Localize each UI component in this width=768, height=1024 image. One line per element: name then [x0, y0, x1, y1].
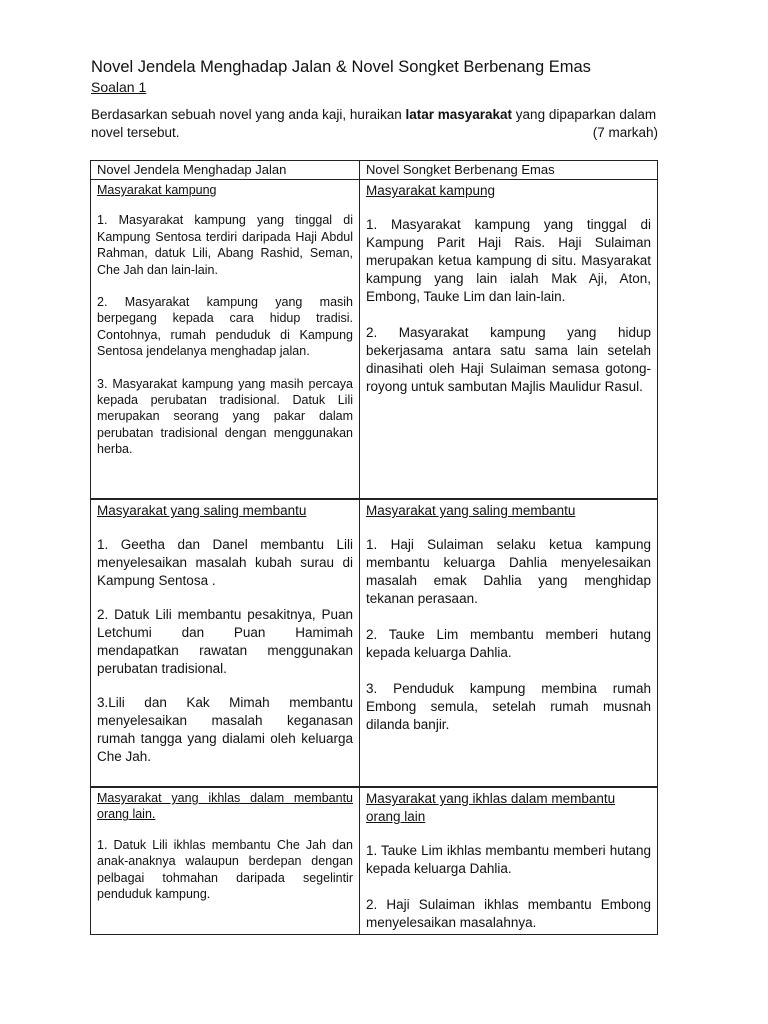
list-item: 1. Datuk Lili ikhlas membantu Che Jah dan anak-anaknya walaupun berdepan dengan pelbagai tohmahan daripada segelintir penduduk kampung.	[97, 837, 353, 902]
table-cell	[91, 787, 360, 935]
list-item: 1. Masyarakat kampung yang tinggal di Kampung Sentosa terdiri daripada Haji Abdul Rahman, datuk Lili, Abang Rashid, Seman, Che Jah dan lain-lain.	[97, 213, 353, 277]
list-item: 1. Geetha dan Danel membantu Lili menyelesaikan masalah kubah surau di Kampung Sentosa .	[97, 537, 353, 588]
section-heading: Masyarakat yang saling membantu	[97, 503, 307, 518]
question-text-line2	[91, 125, 658, 140]
list-item: 3.Lili dan Kak Mimah membantu menyelesaikan masalah keganasan rumah tangga yang dialami oleh keluarga Che Jah.	[97, 695, 353, 764]
list-item: 1. Tauke Lim ikhlas membantu memberi hutang kepada keluarga Dahlia.	[366, 843, 651, 876]
list-item: 2. Tauke Lim membantu memberi hutang kepada keluarga Dahlia.	[366, 627, 651, 660]
list-item: 2. Masyarakat kampung yang hidup bekerjasama antara satu sama lain setelah dinasihati oleh Haji Sulaiman semasa gotong-royong untuk sambutan Majlis Maulidur Rasul.	[366, 325, 651, 394]
list-item: 2. Haji Sulaiman ikhlas membantu Embong menyelesaikan masalahnya.	[366, 897, 651, 930]
section-heading: Masyarakat kampung	[97, 183, 217, 197]
table-row	[91, 180, 658, 500]
list-item: 3. Penduduk kampung membina rumah Embong semula, setelah rumah musnah dilanda banjir.	[366, 681, 651, 732]
table-cell	[91, 499, 360, 787]
marks-label: (7 markah)	[592, 125, 658, 140]
section-heading: Masyarakat yang ikhlas dalam membantu orang lain	[366, 791, 616, 824]
table-row	[91, 499, 658, 787]
question-keyword: latar masyarakat	[405, 107, 513, 122]
answer-table	[90, 160, 658, 935]
list-item: 2. Datuk Lili membantu pesakitnya, Puan Letchumi dan Puan Hamimah mendapatkan rawatan menggunakan perubatan tradisional.	[97, 607, 353, 676]
table-header-cell: Novel Jendela Menghadap Jalan	[91, 161, 360, 180]
table-cell	[360, 787, 658, 935]
table-row	[91, 787, 658, 935]
question-text-start: Berdasarkan sebuah novel yang anda kaji, huraikan	[91, 107, 406, 122]
question-text	[91, 107, 656, 122]
list-item: 2. Masyarakat kampung yang masih berpegang kepada cara hidup tradisi. Contohnya, rumah penduduk di Kampung Sentosa jendelanya menghadap jalan.	[97, 295, 353, 359]
table-header-cell: Novel Songket Berbenang Emas	[360, 161, 658, 180]
list-item: 1. Masyarakat kampung yang tinggal di Kampung Parit Haji Rais. Haji Sulaiman merupakan ketua kampung di situ. Masyarakat kampung yang lain ialah Mak Aji, Aton, Embong, Tauke Lim dan lain-lain.	[366, 217, 651, 304]
question-line2: novel tersebut.	[91, 125, 180, 140]
section-heading: Masyarakat kampung	[366, 183, 496, 198]
list-item: 3. Masyarakat kampung yang masih percaya kepada perubatan tradisional. Datuk Lili merupakan seorang yang pakar dalam perubatan tradisional dengan menggunakan herba.	[97, 376, 353, 457]
page-title: Novel Jendela Menghadap Jalan & Novel Songket Berbenang Emas	[91, 58, 591, 76]
table-cell	[360, 499, 658, 787]
table-cell	[360, 180, 658, 500]
question-number: Soalan 1	[91, 79, 147, 95]
section-heading: Masyarakat yang ikhlas dalam membantu orang lain.	[97, 791, 353, 822]
table-cell	[91, 180, 360, 500]
question-text-end: yang dipaparkan dalam	[512, 107, 657, 122]
table-header-row	[91, 161, 658, 180]
list-item: 1. Haji Sulaiman selaku ketua kampung membantu keluarga Dahlia menyelesaikan masalah emak Dahlia yang menghidap tekanan perasaan.	[366, 537, 651, 606]
section-heading: Masyarakat yang saling membantu	[366, 503, 576, 518]
